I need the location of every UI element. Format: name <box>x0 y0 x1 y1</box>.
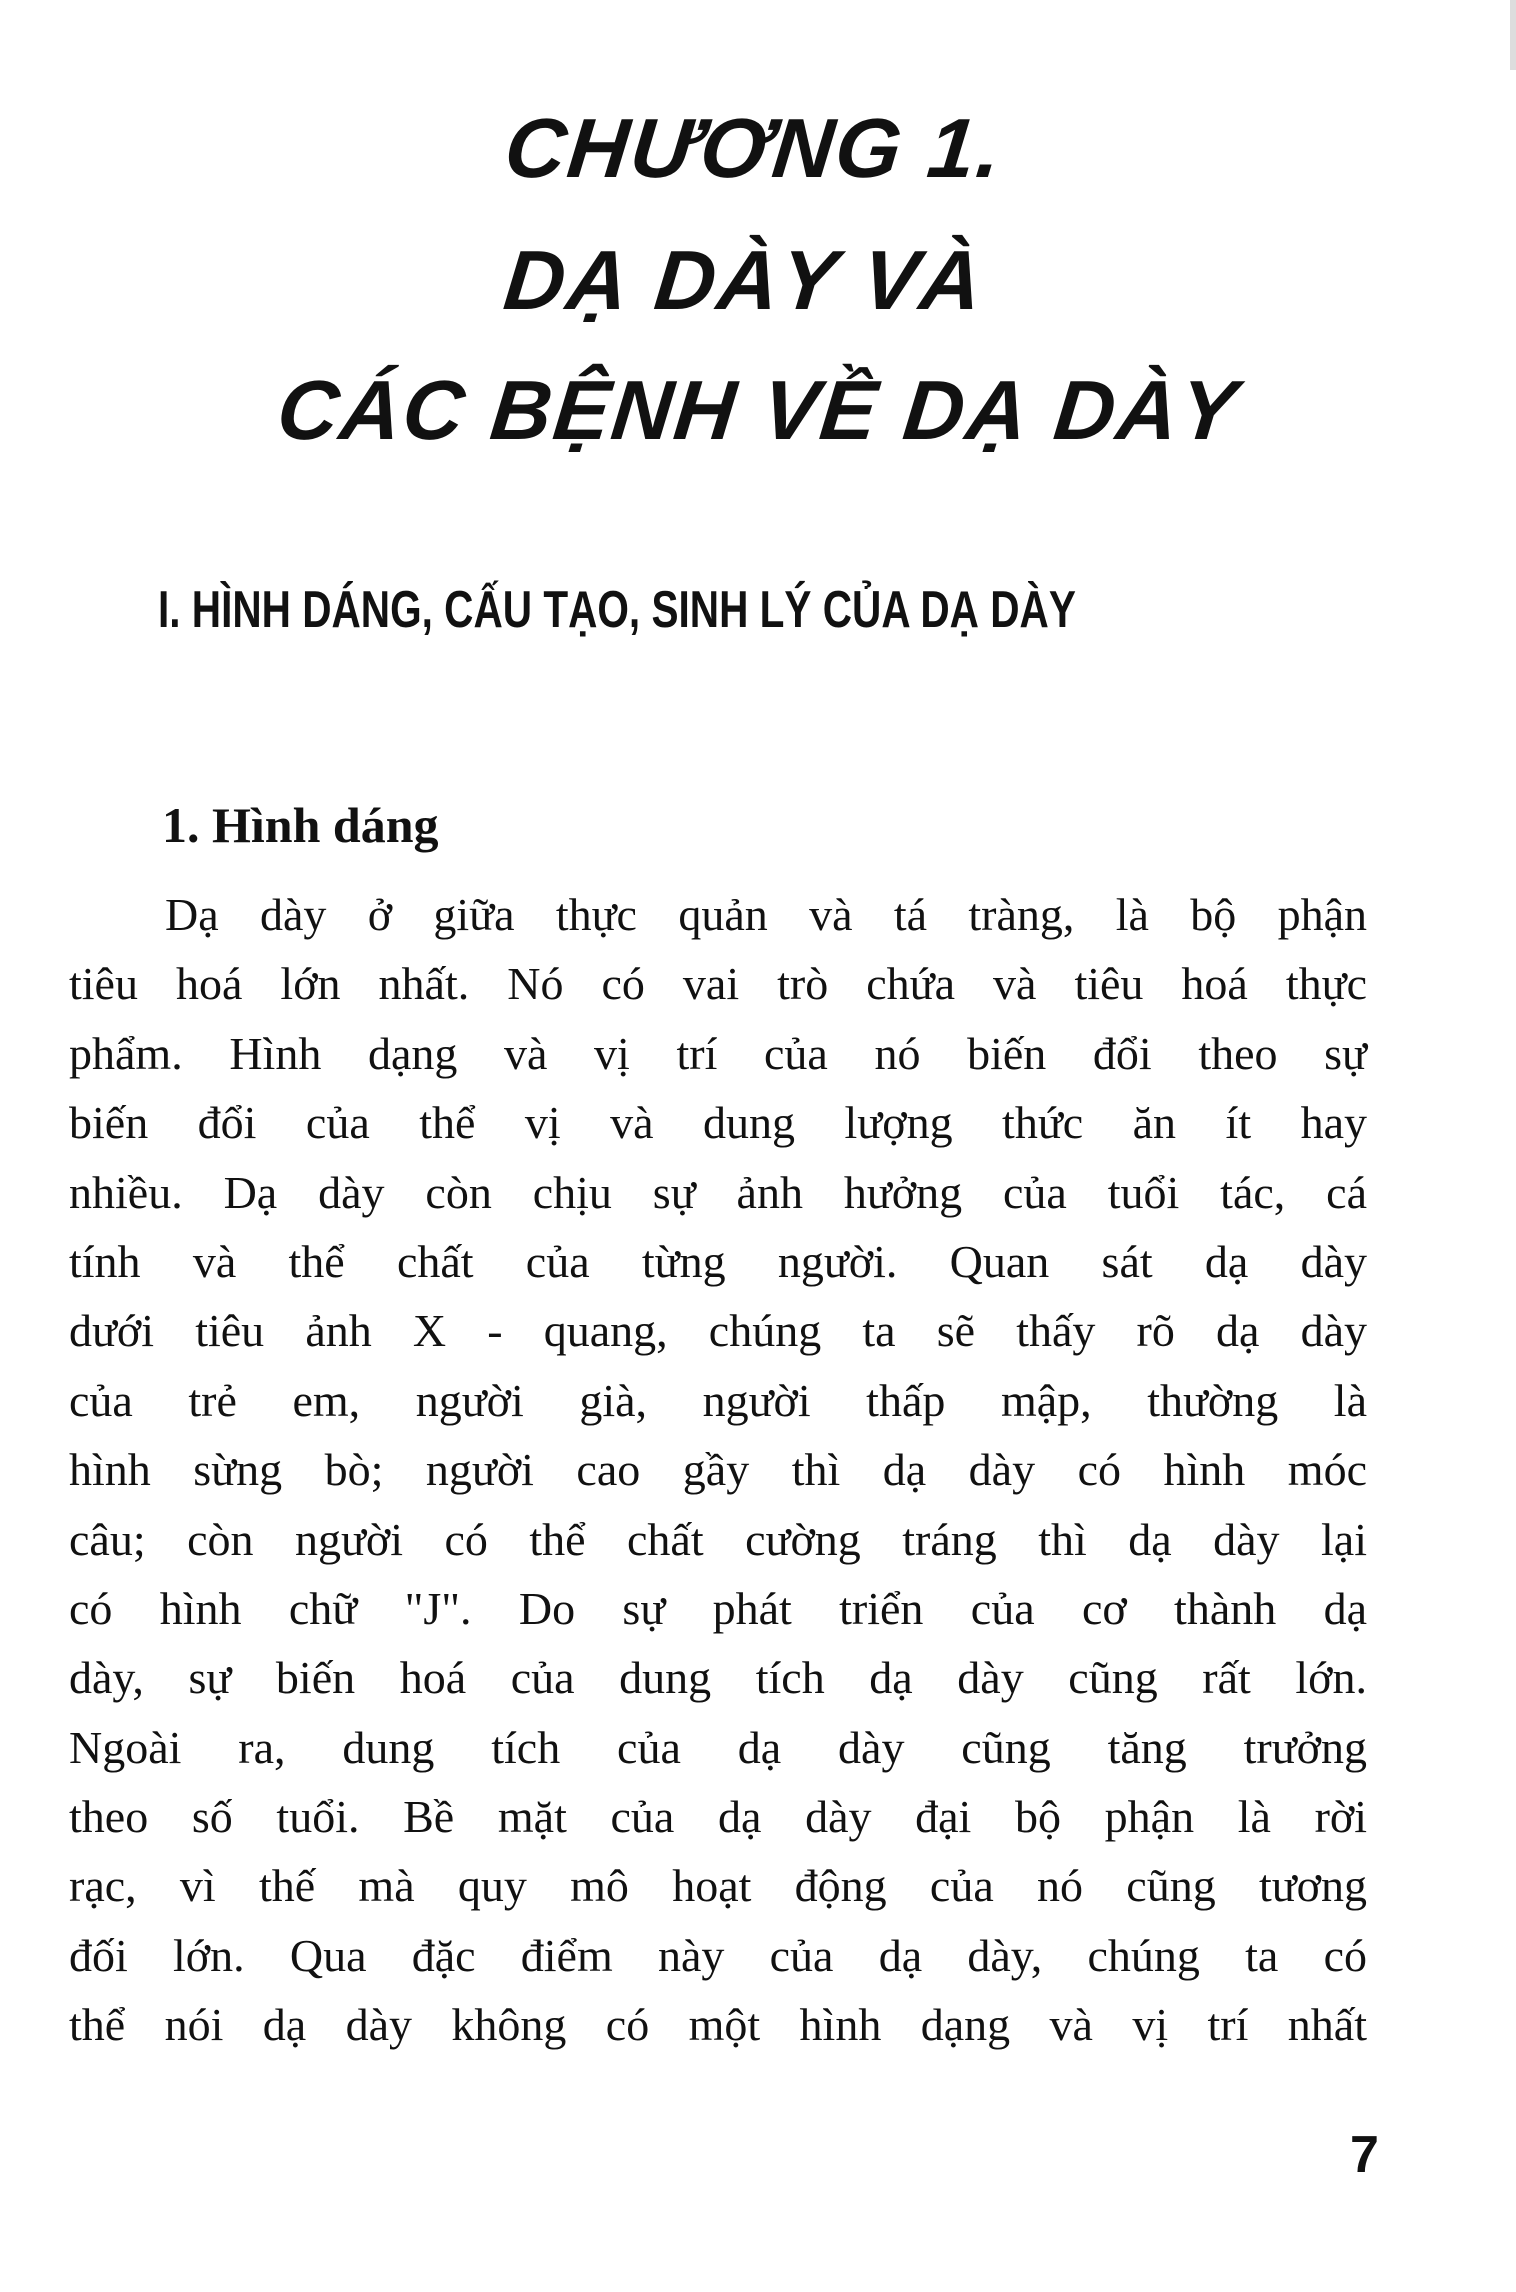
section-heading: I. HÌNH DÁNG, CẤU TẠO, SINH LÝ CỦA DẠ DÀY <box>158 581 1076 639</box>
paragraph-line: hình sừng bò; người cao gầy thì dạ dày có hình móc <box>69 1444 1367 1496</box>
paragraph-line: rạc, vì thế mà quy mô hoạt động của nó cũng tương <box>69 1860 1367 1912</box>
chapter-title-line-2: DẠ DÀY VÀ <box>499 233 989 327</box>
paragraph-line: câu; còn người có thể chất cường tráng thì dạ dày lại <box>69 1513 1367 1565</box>
paragraph-line: dày, sự biến hoá của dung tích dạ dày cũng rất lớn. <box>69 1652 1367 1704</box>
paragraph-line: phẩm. Hình dạng và vị trí của nó biến đổi theo sự <box>69 1027 1367 1079</box>
chapter-title-line-1: CHƯƠNG 1. <box>500 101 1008 195</box>
body-paragraph <box>69 880 1367 2060</box>
paragraph-line: biến đổi của thể vị và dung lượng thức ăn ít hay <box>69 1097 1367 1149</box>
paragraph-line: thể nói dạ dày không có một hình dạng và vị trí nhất <box>69 1999 1367 2051</box>
page-edge <box>1510 0 1516 70</box>
paragraph-line: tính và thể chất của từng người. Quan sát dạ dày <box>69 1235 1367 1287</box>
page-number: 7 <box>1350 2126 1379 2184</box>
paragraph-line: tiêu hoá lớn nhất. Nó có vai trò chứa và tiêu hoá thực <box>69 958 1367 1010</box>
paragraph-line: đối lớn. Qua đặc điểm này của dạ dày, chúng ta có <box>69 1929 1367 1981</box>
chapter-title-line-3: CÁC BỆNH VỀ DẠ DÀY <box>273 363 1244 457</box>
subsection-heading: 1. Hình dáng <box>162 797 439 853</box>
paragraph-line: dưới tiêu ảnh X - quang, chúng ta sẽ thấy rõ dạ dày <box>69 1305 1367 1357</box>
paragraph-line: Dạ dày ở giữa thực quản và tá tràng, là bộ phận <box>165 889 1367 940</box>
paragraph-line: Ngoài ra, dung tích của dạ dày cũng tăng trưởng <box>69 1721 1367 1773</box>
paragraph-line: theo số tuổi. Bề mặt của dạ dày đại bộ phận là rời <box>69 1791 1367 1843</box>
paragraph-line: có hình chữ "J". Do sự phát triển của cơ thành dạ <box>69 1582 1367 1634</box>
paragraph-line: nhiều. Dạ dày còn chịu sự ảnh hưởng của tuổi tác, cá <box>69 1166 1367 1218</box>
paragraph-line: của trẻ em, người già, người thấp mập, thường là <box>69 1374 1367 1426</box>
